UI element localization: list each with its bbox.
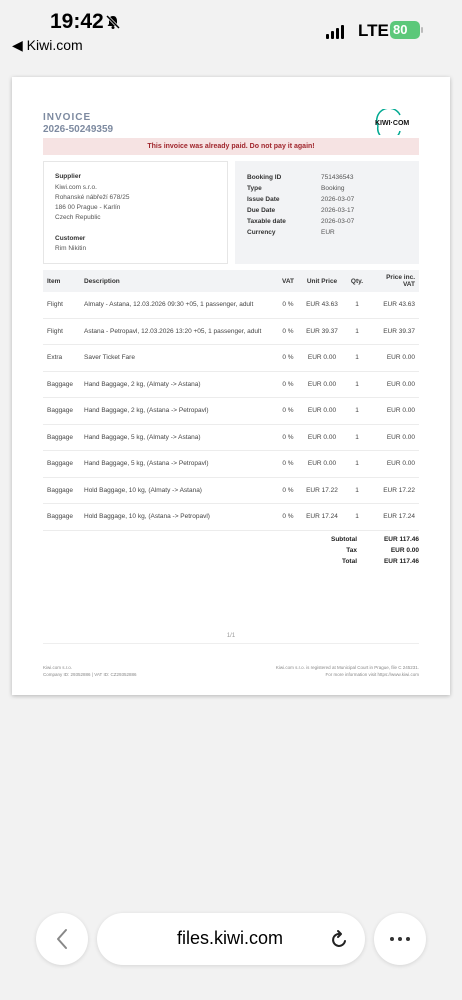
cell-price: EUR 0.00 [369,398,419,425]
meta-value: 2026-03-07 [321,196,355,203]
cell-vat: 0 % [277,318,299,345]
cell-item: Baggage [43,477,80,504]
cell-item: Flight [43,318,80,345]
cell-price: EUR 17.24 [369,504,419,531]
footer-divider [43,643,419,644]
meta-value: EUR [321,229,335,236]
table-row [43,371,419,398]
more-dot-icon [390,937,394,941]
meta-label: Issue Date [247,196,280,203]
cell-unit-price: EUR 17.24 [299,504,345,531]
table-row [43,451,419,478]
total-row [282,558,419,569]
url-text: files.kiwi.com [177,928,284,948]
paid-warning-banner: This invoice was already paid. Do not pay it again! [43,138,419,155]
cell-vat: 0 % [277,477,299,504]
cell-price: EUR 0.00 [369,371,419,398]
cell-description: Astana - Petropavl, 12.03.2026 13:20 +05, 1 passenger, adult [80,318,277,345]
svg-text:KIWI·COM: KIWI·COM [375,120,410,127]
table-row [43,504,419,531]
cell-qty: 1 [345,371,369,398]
cell-unit-price: EUR 0.00 [299,345,345,372]
cell-price: EUR 43.63 [369,292,419,318]
cell-description: Hand Baggage, 2 kg, (Astana -> Petropavl) [80,398,277,425]
more-dot-icon [398,937,402,941]
cell-vat: 0 % [277,504,299,531]
supplier-line: Czech Republic [55,214,101,221]
reload-icon[interactable] [330,928,350,950]
footer-right [276,664,419,678]
cell-description: Hand Baggage, 5 kg, (Almaty -> Astana) [80,424,277,451]
total-value: EUR 0.00 [390,547,419,554]
meta-label: Booking ID [247,174,282,181]
cell-item: Flight [43,292,80,318]
total-label: Total [341,558,357,565]
total-row [282,536,419,547]
cell-price: EUR 17.22 [369,477,419,504]
chevron-left-icon [55,928,69,950]
total-label: Tax [346,547,357,554]
total-value: EUR 117.46 [383,558,419,565]
meta-label: Taxable date [247,218,286,225]
cell-price: EUR 39.37 [369,318,419,345]
footer-line: Kiwi.com s.r.o. [43,665,73,670]
supplier-label: Supplier [55,173,82,180]
total-label: Subtotal [331,536,357,543]
cell-item: Baggage [43,371,80,398]
footer-line: For more information visit https://www.kiwi.com [325,672,419,677]
meta-label: Currency [247,229,276,236]
total-row [282,547,419,558]
cell-unit-price: EUR 0.00 [299,451,345,478]
footer-line: Kiwi.com s.r.o. is registered at Municipal Court in Prague, file C 245231. [275,665,419,670]
supplier-box [43,161,228,264]
cell-item: Baggage [43,504,80,531]
footer-line: Company ID: 29352886 | VAT ID: CZ29352886 [43,672,137,677]
battery-tip [421,27,423,33]
meta-value: 751436543 [321,174,354,181]
table-row [43,477,419,504]
cell-price: EUR 0.00 [369,451,419,478]
customer-label: Customer [55,235,86,242]
cell-qty: 1 [345,504,369,531]
table-row [43,292,419,318]
cell-vat: 0 % [277,398,299,425]
back-button[interactable] [36,913,88,965]
supplier-line: 186 00 Prague - Karlín [55,204,121,211]
cell-description: Saver Ticket Fare [80,345,277,372]
meta-value: Booking [321,185,345,192]
table-row [43,318,419,345]
col-header-price: Price inc. VAT [369,270,419,292]
invoice-number: 2026-50249359 [43,124,114,135]
cell-qty: 1 [345,451,369,478]
cell-vat: 0 % [277,371,299,398]
cell-item: Extra [43,345,80,372]
invoice-page [12,77,450,695]
meta-value: 2026-03-17 [321,207,355,214]
supplier-line: Kiwi.com s.r.o. [55,184,97,191]
total-value: EUR 117.46 [383,536,419,543]
cell-price: EUR 0.00 [369,345,419,372]
address-bar[interactable] [97,913,365,965]
cell-description: Almaty - Astana, 12.03.2026 09:30 +05, 1 passenger, adult [80,292,277,318]
supplier-line: Rohanské nábřeží 678/25 [55,194,130,201]
totals-block [282,536,419,569]
status-time: 19:42 [50,10,104,33]
table-header-row [43,270,419,292]
cell-unit-price: EUR 0.00 [299,398,345,425]
signal-icon [326,25,344,39]
table-row [43,398,419,425]
invoice-items-table [43,270,419,531]
cell-item: Baggage [43,451,80,478]
table-row [43,345,419,372]
cell-qty: 1 [345,318,369,345]
cell-vat: 0 % [277,292,299,318]
cell-description: Hand Baggage, 2 kg, (Almaty -> Astana) [80,371,277,398]
cell-qty: 1 [345,345,369,372]
col-header-vat: VAT [277,270,299,292]
cell-item: Baggage [43,398,80,425]
more-dot-icon [406,937,410,941]
more-options-button[interactable] [374,913,426,965]
cell-unit-price: EUR 17.22 [299,477,345,504]
table-row [43,424,419,451]
cell-qty: 1 [345,424,369,451]
cell-vat: 0 % [277,451,299,478]
cell-description: Hold Baggage, 10 kg, (Almaty -> Astana) [80,477,277,504]
meta-label: Type [247,185,262,192]
cell-unit-price: EUR 43.63 [299,292,345,318]
cell-description: Hold Baggage, 10 kg, (Astana -> Petropavl) [80,504,277,531]
col-header-item: Item [43,270,80,292]
back-to-app-link[interactable]: ◀ Kiwi.com [12,37,83,53]
col-header-unit-price: Unit Price [299,270,345,292]
booking-meta-box [235,161,419,264]
cell-vat: 0 % [277,424,299,451]
meta-value: 2026-03-07 [321,218,355,225]
cell-qty: 1 [345,398,369,425]
battery-icon: 80 [390,21,420,39]
bell-off-icon [105,14,121,30]
col-header-qty: Qty. [345,270,369,292]
cell-unit-price: EUR 39.37 [299,318,345,345]
invoice-title: INVOICE [43,112,92,123]
cell-unit-price: EUR 0.00 [299,371,345,398]
cell-qty: 1 [345,292,369,318]
network-type: LTE [358,21,389,40]
footer-left [43,664,136,678]
cell-qty: 1 [345,477,369,504]
kiwi-logo [374,109,420,135]
cell-price: EUR 0.00 [369,424,419,451]
cell-item: Baggage [43,424,80,451]
table-body [43,292,419,530]
cell-vat: 0 % [277,345,299,372]
cell-description: Hand Baggage, 5 kg, (Astana -> Petropavl) [80,451,277,478]
page-number: 1/1 [226,633,236,639]
customer-name: Rim Nikitin [55,245,87,252]
meta-label: Due Date [247,207,276,214]
cell-unit-price: EUR 0.00 [299,424,345,451]
col-header-description: Description [80,270,277,292]
